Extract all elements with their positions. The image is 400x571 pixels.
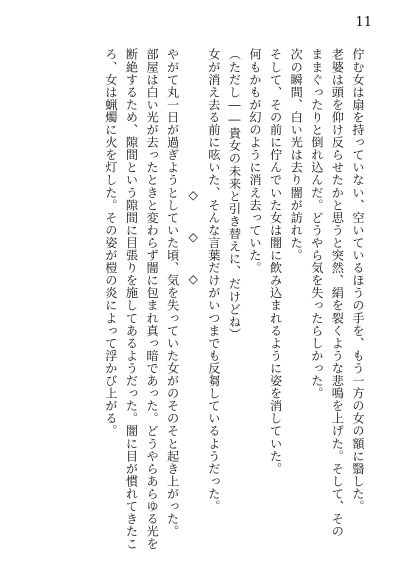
text-line: （ただし――貴女の未来と引き替えに、だけどね）	[227, 48, 242, 341]
text-line: 女が消え去る前に呟いた、そんな言葉だけがいつまでも反芻しているようだった。	[206, 48, 221, 513]
text-line: 佇む女は扇を持っていない、空いているほうの手を、もう一方の女の額に翳した。	[351, 48, 365, 513]
text-line: 何もかもが幻のように消え去っていた。	[248, 48, 263, 274]
text-line: ままぐったりと倒れ込んだ。どうやら気を失ったらしかった。	[309, 48, 324, 400]
text-line: 次の瞬間、白い光は去り闇が訪れた。	[289, 48, 304, 262]
text-line: 老婆は頭を仰け反らせたかと思うと突然、絹を裂くような悲鳴を上げた。そして、その	[330, 48, 345, 538]
page-number: 11	[355, 15, 372, 30]
section-break: ◇ ◇ ◇	[186, 188, 201, 293]
text-line: 断絶するため、隙間という隙間に目張りを施してあるようだった。闇に目が慣れてきたこ	[124, 48, 139, 550]
text-line: ろ、女は蝋燭に火を灯した。その姿が榿の炎によって浮かび上がる。	[103, 48, 118, 438]
text-line: やがて丸一日が過ぎようとしていた頃、気を失っていた女がのそのそと起き上がった。	[165, 48, 180, 538]
body-text	[36, 48, 368, 550]
text-line: 部屋は白い光が去ったときと変わらず闇に包まれ真っ暗であった。どうやらあらゆる光を	[145, 48, 160, 550]
text-line: そして、その前に佇んでいた女は闇に飲み込まれるように姿を消していた。	[268, 48, 283, 475]
